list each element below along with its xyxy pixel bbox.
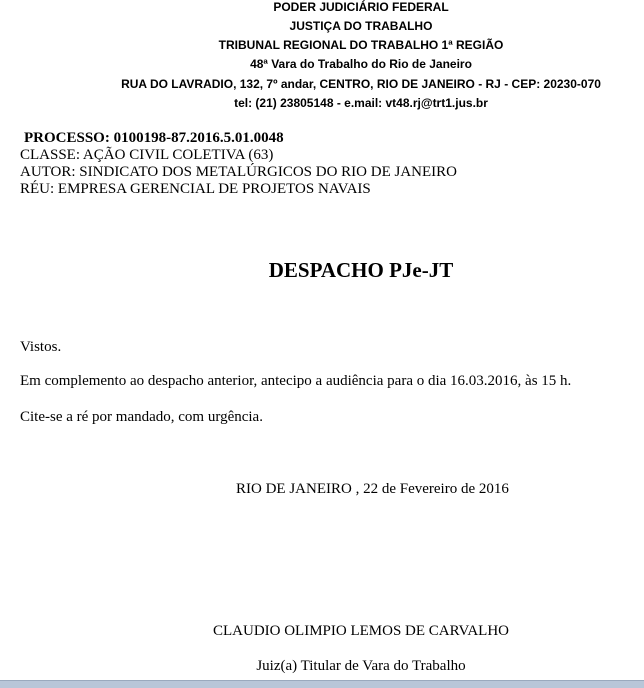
case-plaintiff: AUTOR: SINDICATO DOS METALÚRGICOS DO RIO DE JANEIRO xyxy=(20,164,458,180)
date-line: RIO DE JANEIRO , 22 de Fevereiro de 2016 xyxy=(236,481,509,497)
header-line-justica-trabalho: JUSTIÇA DO TRABALHO xyxy=(289,19,433,33)
case-number: PROCESSO: 0100198-87.2016.5.01.0048 xyxy=(24,130,284,146)
header-line-vara: 48ª Vara do Trabalho do Rio de Janeiro xyxy=(250,57,472,71)
body-paragraph-vistos: Vistos. xyxy=(20,339,62,355)
body-paragraph-hearing: Em complemento ao despacho anterior, antecipo a audiência para o dia 16.03.2016, às 15 h. xyxy=(20,373,572,389)
viewer-bottom-bar xyxy=(0,680,644,688)
document-title: DESPACHO PJe-JT xyxy=(268,258,454,282)
header-line-contact: tel: (21) 23805148 - e.mail: vt48.rj@trt1.jus.br xyxy=(234,96,488,110)
header-line-poder-judiciario: PODER JUDICIÁRIO FEDERAL xyxy=(273,0,449,14)
case-defendant: RÉU: EMPRESA GERENCIAL DE PROJETOS NAVAIS xyxy=(20,181,371,197)
signer-role: Juiz(a) Titular de Vara do Trabalho xyxy=(256,658,466,674)
signer-name: CLAUDIO OLIMPIO LEMOS DE CARVALHO xyxy=(212,623,510,639)
case-class: CLASSE: AÇÃO CIVIL COLETIVA (63) xyxy=(20,147,274,163)
body-paragraph-summons: Cite-se a ré por mandado, com urgência. xyxy=(20,409,263,425)
case-info xyxy=(20,130,457,198)
header-line-tribunal: TRIBUNAL REGIONAL DO TRABALHO 1ª REGIÃO xyxy=(218,38,504,52)
header-line-address: RUA DO LAVRADIO, 132, 7º andar, CENTRO, RIO DE JANEIRO - RJ - CEP: 20230-070 xyxy=(121,77,601,91)
